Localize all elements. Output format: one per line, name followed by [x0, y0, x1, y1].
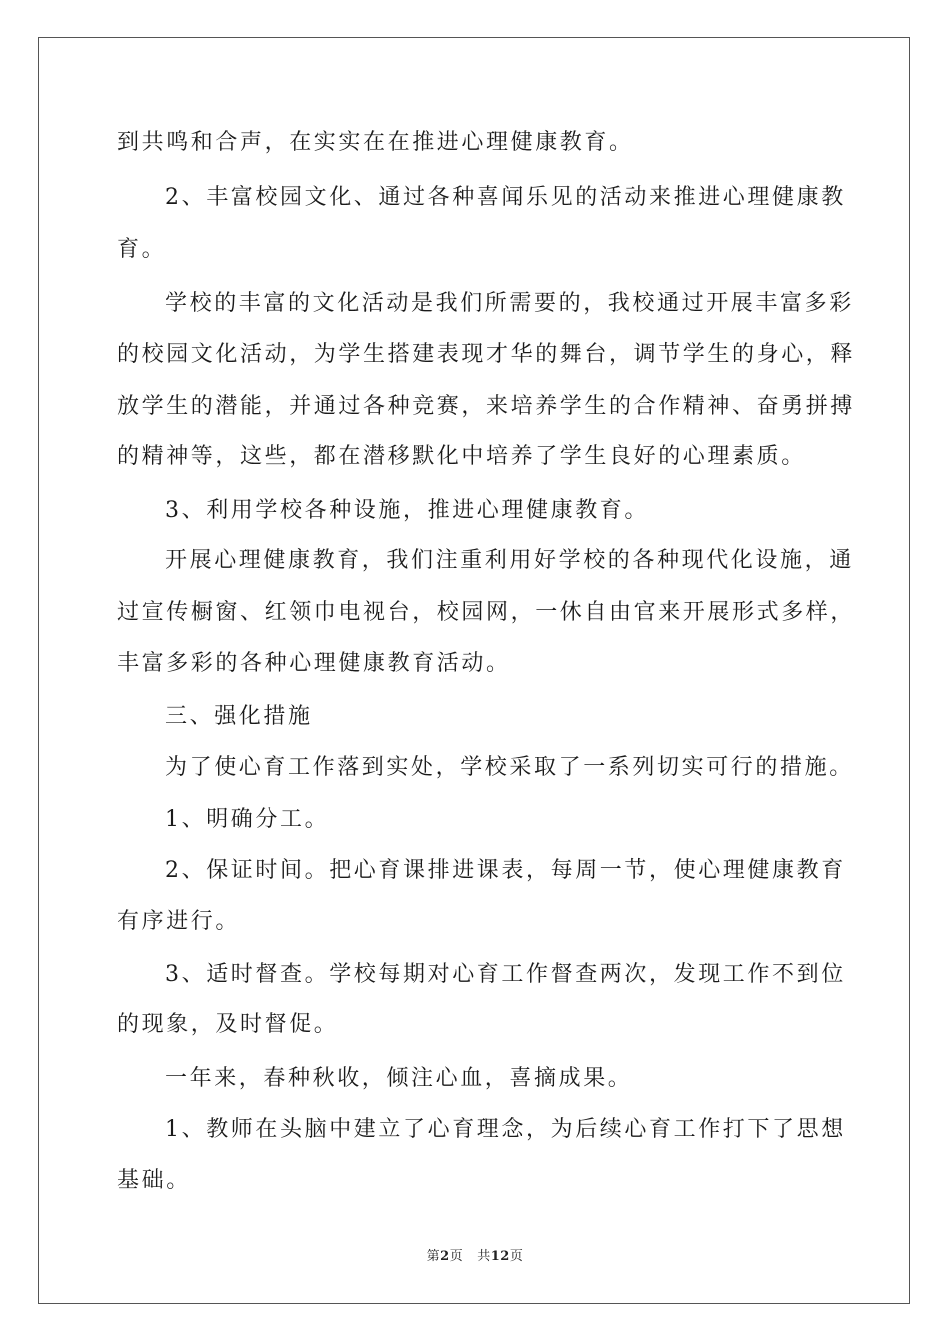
- text-line: 有序进行。: [117, 909, 241, 934]
- text-line: 3、适时督查。学校每期对心育工作督查两次，发现工作不到位: [165, 962, 846, 987]
- text-line: 开展心理健康教育，我们注重利用好学校的各种现代化设施，通: [165, 548, 854, 573]
- text-line: 育。: [117, 237, 167, 262]
- text-line: 2、丰富校园文化、通过各种喜闻乐见的活动来推进心理健康教: [165, 185, 846, 210]
- footer-page-current: 2: [440, 1249, 450, 1264]
- footer-page-total: 12: [490, 1249, 510, 1264]
- text-line: 过宣传橱窗、红领巾电视台，校园网，一休自由官来开展形式多样，: [117, 600, 856, 625]
- text-line: 1、教师在头脑中建立了心育理念，为后续心育工作打下了思想: [165, 1117, 846, 1142]
- text-line: 的校园文化活动，为学生搭建表现才华的舞台，调节学生的身心，释: [117, 342, 856, 367]
- footer-total-suffix: 页: [509, 1249, 524, 1264]
- text-line: 3、利用学校各种设施，推进心理健康教育。: [165, 498, 649, 523]
- text-line: 的精神等，这些，都在潜移默化中培养了学生良好的心理素质。: [117, 444, 806, 469]
- text-line: 1、明确分工。: [165, 807, 330, 832]
- text-line: 一年来，春种秋收，倾注心血，喜摘成果。: [165, 1066, 633, 1091]
- page-footer: [0, 1248, 950, 1266]
- text-line: 基础。: [117, 1168, 191, 1193]
- text-line: 放学生的潜能，并通过各种竞赛，来培养学生的合作精神、奋勇拼搏: [117, 394, 856, 419]
- text-line: 为了使心育工作落到实处，学校采取了一系列切实可行的措施。: [165, 755, 854, 780]
- text-line: 学校的丰富的文化活动是我们所需要的，我校通过开展丰富多彩: [165, 291, 854, 316]
- text-line: 到共鸣和合声，在实实在在推进心理健康教育。: [117, 130, 634, 155]
- footer-page-prefix: 第: [426, 1249, 441, 1264]
- footer-total-prefix: 共: [477, 1249, 491, 1264]
- text-line: 的现象，及时督促。: [117, 1012, 339, 1037]
- text-line: 2、保证时间。把心育课排进课表，每周一节，使心理健康教育: [165, 858, 846, 883]
- text-line: 丰富多彩的各种心理健康教育活动。: [117, 651, 511, 676]
- section-heading: 三、强化措施: [165, 704, 313, 729]
- footer-page-suffix: 页: [449, 1249, 464, 1264]
